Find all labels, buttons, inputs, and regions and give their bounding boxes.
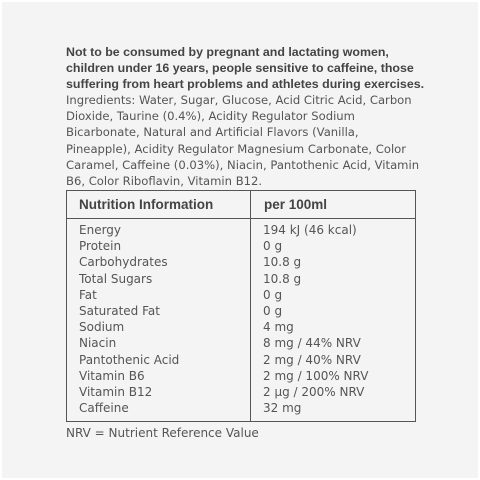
- nutrient-name: Fat: [79, 287, 97, 302]
- header-per-100ml: per 100ml: [264, 197, 328, 212]
- header-nutrition-information: Nutrition Information: [79, 197, 214, 212]
- table-header-row: [67, 191, 415, 219]
- nutrient-name: Niacin: [79, 336, 117, 351]
- table-row: [67, 238, 415, 254]
- table-rows: [67, 222, 415, 416]
- nutrient-name: Total Sugars: [79, 271, 153, 286]
- nutrient-value: 2 mg / 40% NRV: [263, 352, 361, 367]
- nutrient-name: Pantothenic Acid: [79, 352, 180, 367]
- nutrition-table: [66, 190, 416, 422]
- nutrient-value: 0 g: [263, 239, 283, 254]
- nrv-footnote: NRV = Nutrient Reference Value: [66, 426, 259, 440]
- table-row: [67, 384, 415, 400]
- nutrient-value: 0 g: [263, 287, 283, 302]
- nutrient-name: Energy: [79, 223, 122, 237]
- nutrient-value: 0 g: [263, 303, 283, 318]
- table-row: [67, 271, 415, 287]
- nutrient-name: Carbohydrates: [79, 255, 168, 270]
- nutrient-value: 32 mg: [263, 401, 302, 416]
- table-row: [67, 254, 415, 270]
- table-row: [67, 319, 415, 335]
- nutrient-name: Vitamin B12: [79, 384, 153, 399]
- ingredients-text: Ingredients: Water, Sugar, Glucose, Acid Citric Acid, Carbon Dioxide, Taurine (0.4%), Acidity Regulator Sodium Bicarbonate, Natural and Artificial Flavors (Vanilla, Pineapple), Acidity Regulator Magnesium Carbonate, Color Caramel, Caffeine (0.03%), Niacin, Pantothenic Acid, Vitamin B6, Color Riboflavin, Vitamin B12.: [66, 93, 420, 189]
- nutrient-name: Protein: [79, 239, 122, 254]
- nutrient-value: 4 mg: [263, 320, 294, 335]
- table-row: [67, 287, 415, 303]
- warning-text: Not to be consumed by pregnant and lactating women, children under 16 years, people sensitive to caffeine, those suffering from heart problems and athletes during exercises.: [66, 45, 425, 91]
- nutrient-value: 2 mg / 100% NRV: [263, 368, 369, 383]
- nutrient-name: Sodium: [79, 320, 125, 335]
- table-row: [67, 352, 415, 368]
- nutrient-value: 10.8 g: [263, 271, 302, 286]
- nutrient-name: Saturated Fat: [79, 303, 160, 318]
- table-row: [67, 222, 415, 238]
- table-row: [67, 303, 415, 319]
- table-row: [67, 400, 415, 416]
- nutrient-value: 10.8 g: [263, 255, 302, 270]
- nutrient-name: Vitamin B6: [79, 368, 145, 383]
- nutrient-name: Caffeine: [79, 401, 129, 416]
- nutrient-value: 8 mg / 44% NRV: [263, 336, 361, 351]
- nutrient-value: 2 µg / 200% NRV: [263, 384, 365, 399]
- label-panel: [2, 2, 478, 478]
- nutrient-value: 194 kJ (46 kcal): [263, 223, 357, 237]
- table-row: [67, 335, 415, 351]
- table-row: [67, 368, 415, 384]
